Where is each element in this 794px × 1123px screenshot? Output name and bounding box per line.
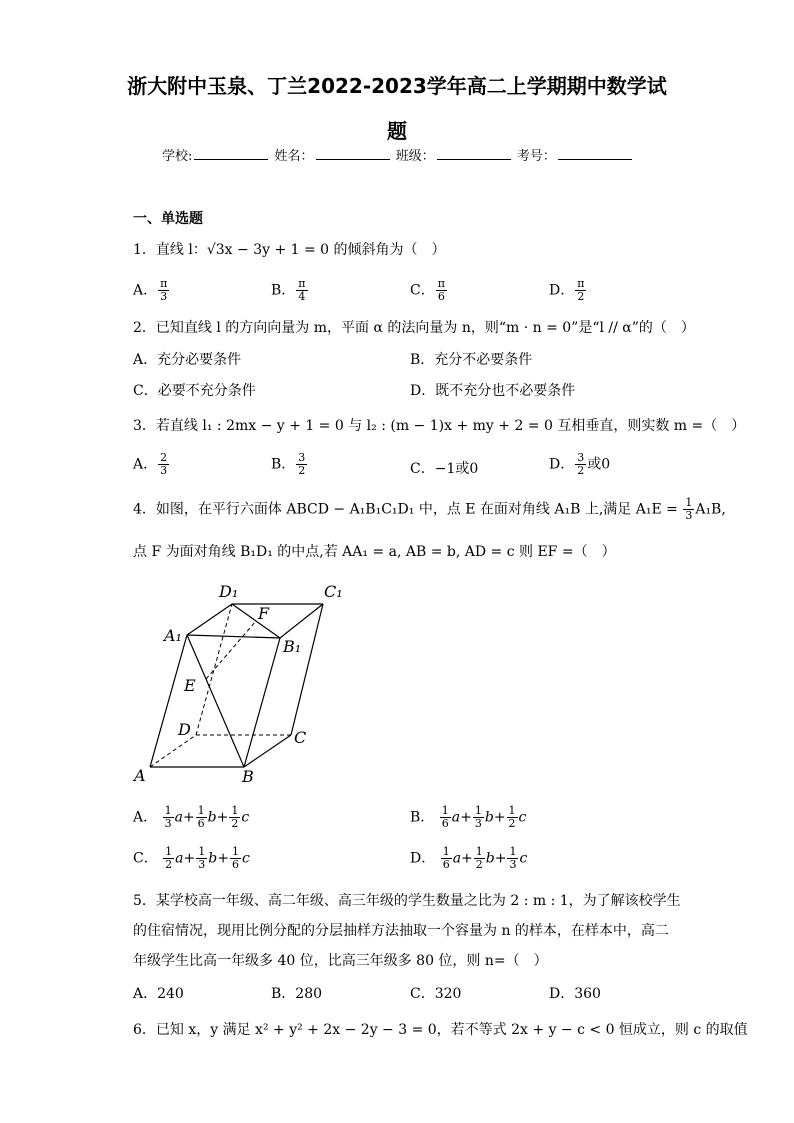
q2-option-b: B．充分不必要条件 <box>410 352 533 368</box>
section-heading: 一、单选题 <box>133 211 203 227</box>
label-f: F <box>258 604 270 623</box>
question-3-text: 3．若直线 l₁ : 2mx − y + 1 = 0 与 l₂ : (m − 1)x + my + 2 = 0 互相垂直，则实数 m =（ ） <box>133 418 746 434</box>
label-b: B <box>242 767 254 786</box>
edge-b1b <box>244 638 280 767</box>
question-4-line2: 点 F 为面对角线 B₁D₁ 的中点,若 AA₁ = a, AB = b, AD = c 则 EF =（ ） <box>133 544 616 560</box>
edge-a1a <box>150 635 187 767</box>
edge-c1c <box>291 604 323 735</box>
question-1-text: 1．直线 l：√3x − 3y + 1 = 0 的倾斜角为（ ） <box>133 242 446 258</box>
label-c1: C₁ <box>324 582 343 601</box>
number-label: 考号： <box>516 149 556 164</box>
student-info-row <box>162 145 634 164</box>
question-2-text: 2．已知直线 l 的方向向量为 m，平面 α 的法向量为 n，则“m · n = 0”是“l // α”的（ ） <box>133 320 695 336</box>
question-5-line3: 年级学生比高一年级多 40 位，比高三年级多 80 位，则 n=（ ） <box>133 953 548 969</box>
school-blank[interactable] <box>194 147 268 160</box>
q1-option-b: B． $\frac{\pi}{4}$ <box>271 277 306 303</box>
diagonal-a1b <box>187 635 244 767</box>
q3-option-a: A． $\frac{2}{3}$ <box>133 451 168 477</box>
label-d1: D₁ <box>219 582 239 601</box>
q4-option-c: C． $\frac{1}{2}$ a+ $\frac{1}{3}$ b+ $\frac{1}{6}$ c <box>133 845 250 871</box>
q5-option-b: B．280 <box>271 986 323 1002</box>
q4-option-b: B． $\frac{1}{6}$ a+ $\frac{1}{3}$ b+ $\frac{1}{2}$ c <box>410 804 527 830</box>
q3-option-c: C．−1或0 <box>410 461 479 477</box>
name-label: 姓名： <box>274 149 314 164</box>
class-label: 班级： <box>395 149 435 164</box>
q5-option-d: D．360 <box>549 986 601 1002</box>
q3-option-d: D． $\frac{3}{2}$ 或0 <box>549 451 611 477</box>
q4-option-a: A． $\frac{1}{3}$ a+ $\frac{1}{6}$ b+ $\frac{1}{2}$ c <box>133 804 250 830</box>
question-5-line1: 5．某学校高一年级、高二年级、高三年级的学生数量之比为 2 : m : 1，为了解该校学生 <box>133 893 681 909</box>
q2-option-c: C．必要不充分条件 <box>133 383 256 399</box>
q2-option-a: A．充分必要条件 <box>133 352 242 368</box>
q2-option-d: D．既不充分也不必要条件 <box>410 383 576 399</box>
diagonal-b1d1 <box>232 604 280 638</box>
parallelepiped-figure <box>128 575 358 790</box>
number-blank[interactable] <box>558 147 632 160</box>
school-label: 学校: <box>162 149 193 164</box>
label-a: A <box>134 766 146 785</box>
page-title-line1: 浙大附中玉泉、丁兰2022-2023学年高二上学期期中数学试 <box>127 74 667 98</box>
label-b1: B₁ <box>283 637 302 656</box>
class-blank[interactable] <box>437 147 511 160</box>
hidden-edge-ad <box>150 735 196 767</box>
edge-b1a1 <box>187 635 280 638</box>
q1-option-a: A． $\frac{\pi}{3}$ <box>133 277 168 303</box>
q3-option-b: B． $\frac{3}{2}$ <box>271 451 306 477</box>
question-5-line2: 的住宿情况，现用比例分配的分层抽样方法抽取一个容量为 n 的样本，在样本中，高二 <box>133 923 669 939</box>
page-title-line2: 题 <box>387 119 407 143</box>
label-d: D <box>178 720 191 739</box>
question-4-line1: 4．如图，在平行六面体 ABCD − A₁B₁C₁D₁ 中，点 E 在面对角线 A₁B 上,满足 A₁E = $\frac{1}{3}$ A₁B, <box>133 496 726 522</box>
label-e: E <box>184 676 196 695</box>
q1-option-c: C． $\frac{\pi}{6}$ <box>410 277 445 303</box>
q4-option-d: D． $\frac{1}{6}$ a+ $\frac{1}{2}$ b+ $\frac{1}{3}$ c <box>410 845 528 871</box>
q1-option-d: D． $\frac{\pi}{2}$ <box>549 277 585 303</box>
q5-option-a: A．240 <box>133 986 184 1002</box>
label-c: C <box>294 728 307 747</box>
question-6-text: 6．已知 x，y 满足 x² + y² + 2x − 2y − 3 = 0，若不等式 2x + y − c < 0 恒成立，则 c 的取值 <box>133 1022 748 1038</box>
label-a1: A₁ <box>164 626 182 645</box>
segment-ef <box>206 621 256 679</box>
name-blank[interactable] <box>316 147 390 160</box>
q5-option-c: C．320 <box>410 986 462 1002</box>
